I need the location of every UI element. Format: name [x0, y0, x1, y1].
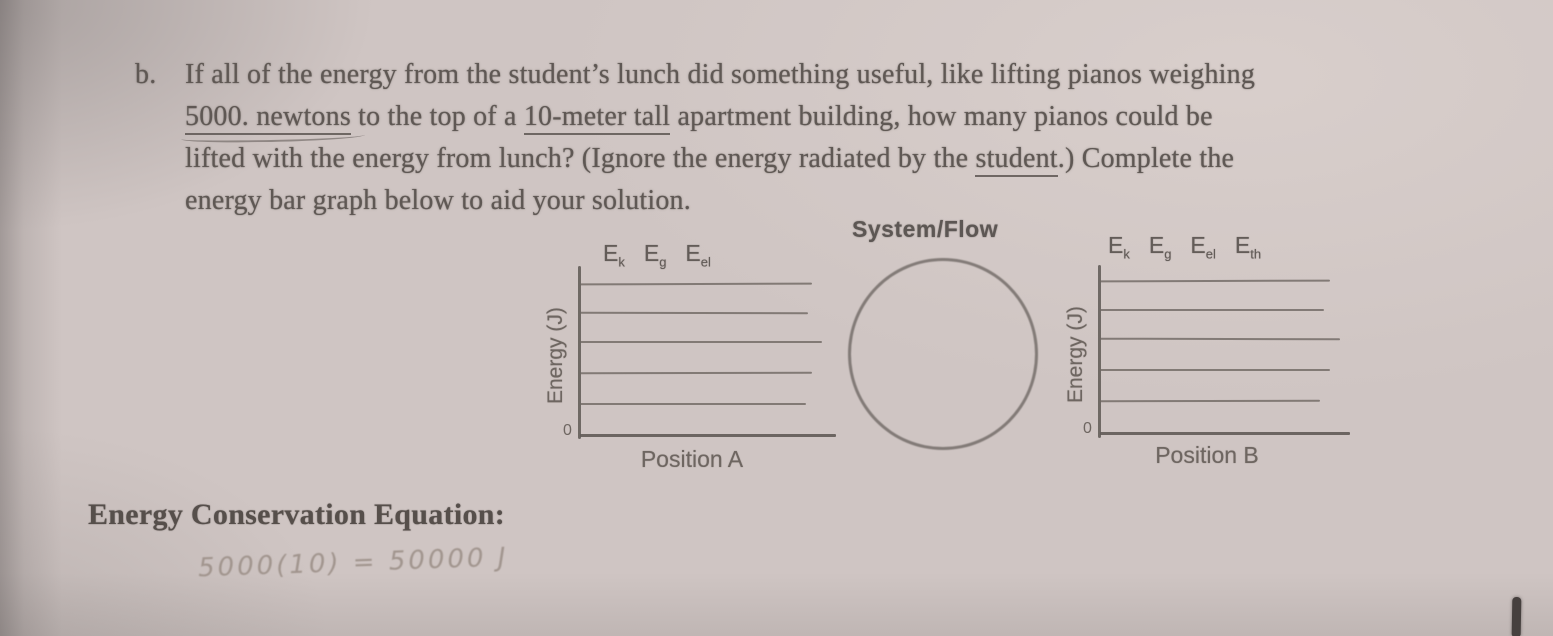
- grid-line: [580, 341, 822, 343]
- question-line4-text: energy bar graph below to aid your solution.: [185, 185, 691, 216]
- x-axis-label: Position B: [1155, 442, 1259, 468]
- question-line-4: [185, 180, 1515, 222]
- grid-line: [1100, 309, 1324, 311]
- system-flow-circle: [848, 258, 1038, 450]
- grid-line: [1100, 369, 1330, 371]
- header-e-gravitational: [644, 240, 667, 270]
- header-sub: el: [1205, 246, 1216, 262]
- x-axis-line: [1100, 432, 1350, 435]
- header-sub: k: [618, 254, 625, 270]
- energy-bar-graph-position-b: [1064, 222, 1380, 482]
- header-e-gravitational: [1149, 232, 1172, 262]
- header-base: E: [643, 240, 660, 266]
- underlined-height-value: 10-meter tall: [524, 101, 670, 135]
- question-line2-text-a: to the top of a: [350, 101, 524, 132]
- header-base: E: [603, 240, 619, 266]
- question-line-3: [185, 138, 1515, 180]
- origin-zero-label: 0: [563, 422, 572, 439]
- header-sub: th: [1250, 246, 1262, 262]
- y-axis-line: [1098, 265, 1101, 438]
- question-text: [185, 54, 1515, 222]
- pen-mark: [1512, 597, 1522, 636]
- header-base: E: [1108, 232, 1124, 258]
- y-axis-label: Energy (J): [544, 307, 567, 405]
- question-block: [135, 54, 1515, 222]
- header-e-kinetic: [603, 240, 625, 270]
- question-line3-text-b: .) Complete the: [1057, 143, 1235, 174]
- question-marker: b.: [135, 59, 157, 90]
- header-base: E: [1148, 232, 1165, 258]
- equation-heading: Energy Conservation Equation:: [88, 498, 506, 531]
- header-e-elastic: [1190, 232, 1215, 262]
- header-sub: k: [1123, 246, 1130, 262]
- x-axis-line: [580, 434, 836, 437]
- y-axis-label: Energy (J): [1064, 306, 1087, 404]
- system-flow-label: System/Flow: [852, 216, 999, 242]
- handwritten-equation: 5000(10) = 50000 J: [197, 542, 509, 584]
- x-axis-label: Position A: [640, 446, 744, 472]
- header-base: E: [1190, 232, 1206, 258]
- header-e-thermal: [1235, 232, 1261, 262]
- question-line-1: [185, 54, 1515, 96]
- underlined-student-word: student: [975, 143, 1057, 177]
- energy-bar-graph-position-a: [544, 230, 860, 490]
- header-sub: g: [1164, 246, 1172, 262]
- grid-line: [1100, 400, 1320, 403]
- column-headers-a: [603, 240, 711, 270]
- header-e-elastic: [685, 240, 710, 270]
- grid-line: [580, 403, 806, 405]
- grid-line: [1100, 338, 1340, 341]
- y-axis-line: [578, 266, 581, 439]
- header-base: E: [1234, 232, 1251, 258]
- grid-line: [580, 283, 812, 286]
- question-line2-text-b: apartment building, how many pianos could be: [670, 101, 1213, 132]
- header-e-kinetic: [1108, 232, 1130, 262]
- question-line-2: [185, 96, 1515, 138]
- column-headers-b: [1108, 232, 1261, 262]
- question-line1-text: If all of the energy from the student’s lunch did something useful, like lifting pianos weighing: [185, 59, 1256, 90]
- question-line3-text-a: lifted with the energy from lunch? (Ignore the energy radiated by the: [185, 143, 976, 174]
- grid-line: [1100, 280, 1330, 283]
- origin-zero-label: 0: [1083, 420, 1092, 437]
- grid-line: [580, 372, 812, 375]
- underlined-weight-value: 5000. newtons: [185, 101, 351, 135]
- header-base: E: [685, 240, 701, 266]
- header-sub: g: [659, 254, 667, 270]
- header-sub: el: [700, 254, 711, 270]
- grid-line: [580, 312, 808, 315]
